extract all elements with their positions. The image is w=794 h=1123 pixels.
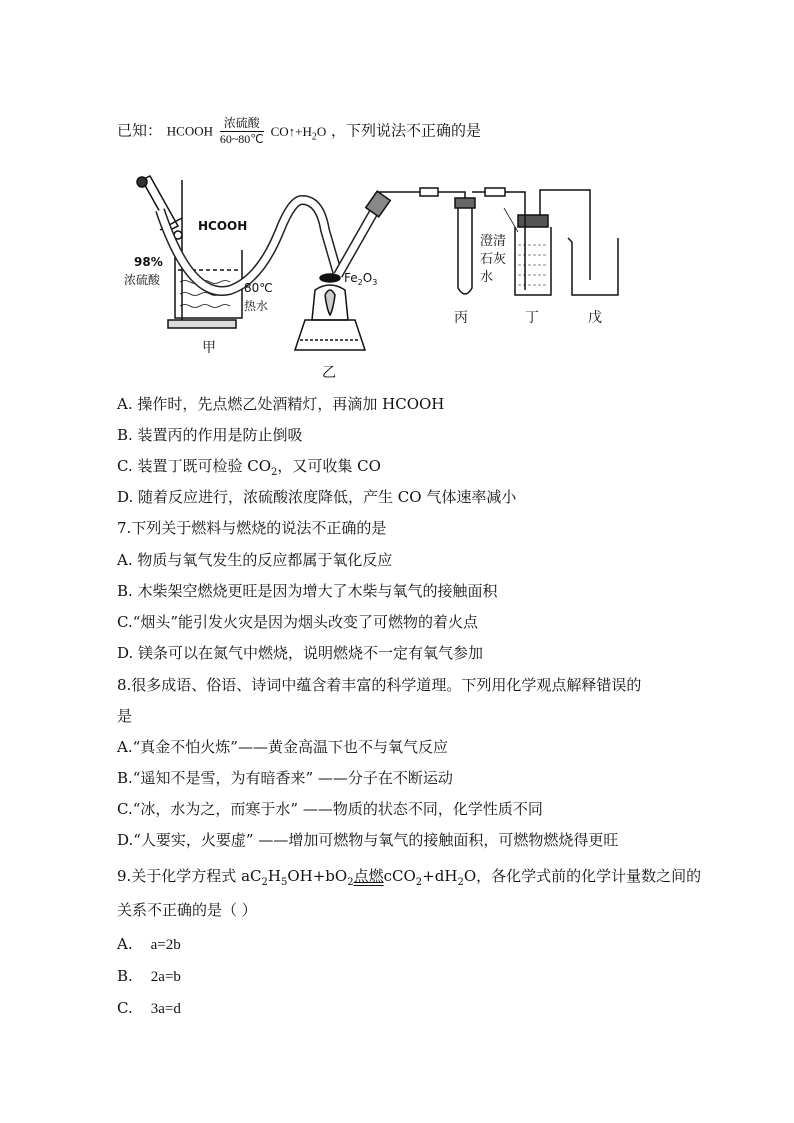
tube-right-inner [338, 210, 375, 275]
q6-option-c [117, 456, 381, 483]
q7-option-a: A. 物质与氧气发生的反应都属于氧化反应 [117, 551, 393, 569]
q9-eq-end: O，各化学式前的化学计量数之间的 [463, 867, 702, 885]
q9-eq-co: cCO [383, 867, 416, 885]
fe-o: O [362, 271, 373, 285]
q8-option-c: C.“冰，水为之，而寒于水” ——物质的状态不同，化学性质不同 [117, 800, 543, 818]
q9-option-c [117, 998, 181, 1019]
q8-stem-line1: 8.很多成语、俗语、诗词中蕴含着丰富的科学道理。下列用化学观点解释错误的 [117, 676, 642, 694]
q9-c-label: C. [117, 999, 133, 1017]
w-tube-inner [160, 200, 338, 291]
q9-option-b [117, 966, 181, 987]
label-98: 98% [134, 255, 163, 269]
q9-sub4: 2 [415, 877, 423, 888]
label-acid: 浓硫酸 [124, 273, 161, 287]
label-hcooh: HCOOH [198, 219, 248, 233]
stem-suffix: ，下列说法不正确的是 [331, 121, 482, 140]
q9-eq-h: H [267, 867, 281, 885]
funnel-bulb [137, 177, 147, 187]
q9-eq-dh: +dH [422, 867, 458, 885]
q9-sub1: 2 [261, 877, 268, 888]
q9-a-label: A. [117, 935, 133, 953]
label-ding: 丁 [525, 310, 539, 326]
fe-text: Fe [344, 271, 358, 285]
q9-b-label: B. [117, 967, 133, 985]
stand-base [168, 320, 236, 328]
label-lime3: 水 [480, 270, 494, 285]
q9-condition: 点燃 [353, 867, 384, 885]
fe-sub2: 3 [372, 278, 378, 287]
q8-option-a: A.“真金不怕火炼”——黄金高温下也不与氧气反应 [117, 738, 448, 756]
ding-liquid [518, 245, 548, 285]
label-bing: 丙 [454, 310, 468, 326]
label-fe2o3 [344, 271, 377, 287]
bing-stopper [455, 198, 475, 208]
lamp-flame [325, 290, 335, 315]
condition-temperature: 60~80℃ [219, 132, 264, 146]
q9-sub2: 5 [280, 877, 288, 888]
label-hotwater: 热水 [244, 299, 269, 313]
q6-option-d: D. 随着反应进行，浓硫酸浓度降低，产生 CO 气体速率减小 [117, 488, 517, 506]
q9-a-value: a=2b [150, 937, 181, 953]
product-o: O [316, 123, 327, 139]
apparatus-figure [120, 170, 640, 385]
fe2o3-powder [320, 274, 340, 282]
alcohol-lamp-body [295, 320, 365, 350]
label-jia: 甲 [202, 340, 216, 356]
q9-b-value: 2a=b [150, 969, 181, 985]
wu-beaker [568, 238, 618, 295]
q6-option-b: B. 装置丙的作用是防止倒吸 [117, 426, 303, 444]
connector-tube-1 [378, 188, 438, 196]
ding-outlet-tube [540, 190, 590, 280]
label-yi: 乙 [322, 365, 336, 381]
q9-sub3: 2 [347, 877, 354, 888]
q7-stem: 7.下列关于燃料与燃烧的说法不正确的是 [117, 519, 387, 537]
ding-stopper [518, 215, 548, 227]
product-co: CO↑+H [270, 123, 312, 139]
q8-option-b: B.“遥知不是雪，为有暗香来” ——分子在不断运动 [117, 769, 453, 787]
reaction-condition [220, 116, 264, 147]
q9-stem-line1 [117, 866, 701, 893]
lime-pointer [504, 208, 518, 232]
q7-option-c: C.“烟头”能引发火灾是因为烟头改变了可燃物的着火点 [117, 613, 479, 631]
label-wu: 戊 [588, 310, 602, 326]
label-lime1: 澄清 [480, 234, 507, 249]
q7-option-d: D. 镁条可以在氮气中燃烧，说明燃烧不一定有氧气参加 [117, 644, 484, 662]
q9-option-a [117, 934, 181, 955]
connector-tube-3 [472, 188, 525, 215]
label-80: 80℃ [244, 281, 273, 295]
q7-option-b: B. 木柴架空燃烧更旺是因为增大了木柴与氧气的接触面积 [117, 582, 498, 600]
q9-stem-line2: 关系不正确的是（ ） [117, 901, 257, 919]
q6-c-pre: C. 装置丁既可检验 CO [117, 457, 272, 475]
q9-eq-a: 9.关于化学方程式 aC [117, 867, 262, 885]
q8-stem-line2: 是 [117, 707, 133, 725]
label-lime2: 石灰 [480, 252, 507, 267]
q6-c-post: ，又可收集 CO [277, 457, 381, 475]
q8-option-d: D.“人要实，火要虚” ——增加可燃物与氧气的接触面积，可燃物燃烧得更旺 [117, 831, 619, 849]
q9-eq-oh: OH+bO [287, 867, 348, 885]
q6-option-a: A. 操作时，先点燃乙处酒精灯，再滴加 HCOOH [117, 395, 445, 413]
product-sub: 2 [311, 131, 317, 143]
condition-catalyst: 浓硫酸 [220, 116, 264, 132]
fe-sub1: 2 [357, 278, 363, 287]
stem-prefix: 已知： [117, 121, 163, 140]
stem-reactant: HCOOH [166, 123, 214, 139]
q6-c-sub: 2 [271, 467, 278, 478]
question-stem [117, 116, 481, 147]
q9-c-value: 3a=d [150, 1001, 181, 1017]
stem-product [270, 123, 327, 143]
q9-sub5: 2 [457, 877, 464, 888]
bing-test-tube [458, 208, 472, 294]
